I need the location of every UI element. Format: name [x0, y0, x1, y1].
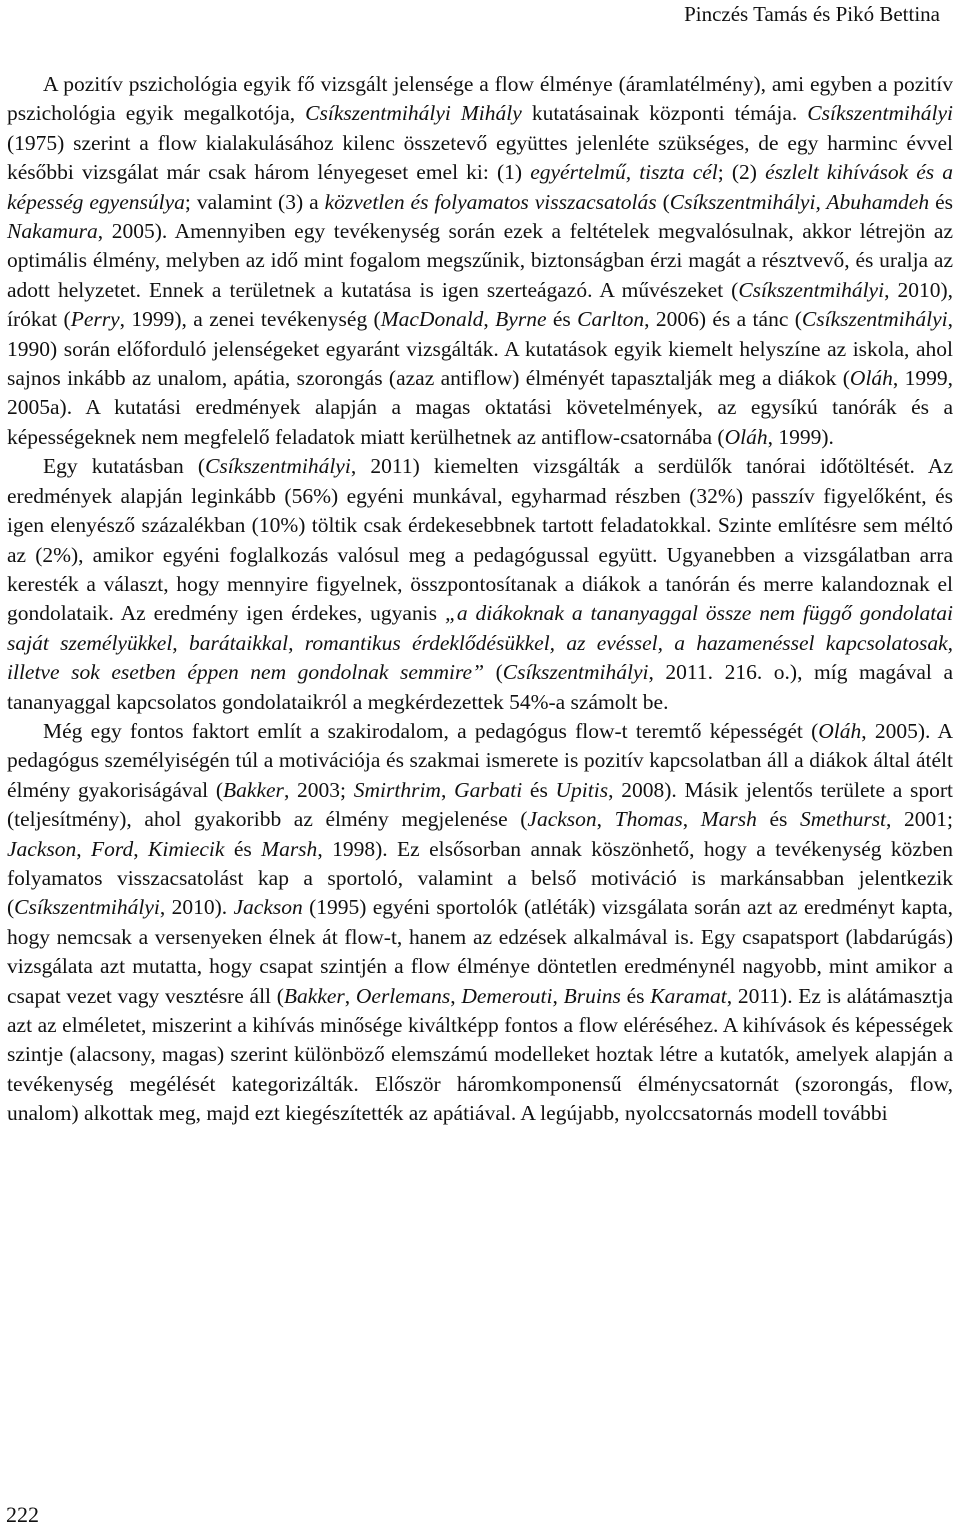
italic-text-run: Csíkszentmihályi: [738, 277, 885, 302]
italic-text-run: észlelt kihívások és a képesség egyensúlya: [7, 160, 954, 214]
text-run: és: [546, 307, 578, 332]
text-run: , 2006) és a tánc (: [644, 307, 802, 332]
italic-text-run: Carlton: [577, 307, 645, 332]
italic-text-run: Garbati: [454, 777, 523, 802]
text-run: , 2008). Másik jelentős területe a sport (teljesítmény), ahol gyakoribb az élmény megjelenése (: [7, 777, 953, 832]
italic-text-run: „a diákoknak a tananyaggal össze nem függő gondolatai saját személyükkel, barátaikkal, romantikus érdeklődésükkel, az evéssel, a hazamenéssel kapcsolatosak, illetve sok esetben éppen nem gondolnak semmire”: [7, 601, 953, 685]
text-run: , 2011). Ez is alátámasztja azt az elméletet, miszerint a kihívás minősége kiváltképp fontos a flow eléréséhez. A kihívások és képességek szintje (alacsony, magas) szerint különböző elemszámú modelleket hoztak létre a kutatók, amelyek alapján a tevékenység megélését kategorizálták. Először háromkomponensű élménycsatornát (szorongás, flow, unalom) alkottak meg, majd ezt kiegészítették az apátiával. A legújabb, nyolccsatornás modell további: [7, 983, 953, 1126]
italic-text-run: Byrne: [495, 307, 547, 332]
text-run: , 1990) során előforduló jelenségeket egyaránt vizsgálták. A kutatások egyik kiemelt helyszíne az iskola, ahol sajnos inkább az unalom, apátia, szorongás (azaz antiflow) élményét tapasztalják meg a diákok (: [7, 307, 953, 391]
italic-text-run: Marsh: [261, 836, 318, 861]
text-run: , 2011) kiemelten vizsgálták a serdülők tanórai időtöltését. Az eredmények alapján leginkább (56%) egyéni munkával, egyharmad részben (32%) passzív figyelőként, és igen elenyésző százalékban (10%) töltik csak érdekesebbnek tartott feladatokkal. Szinte említésre sem méltó az (2%), amikor egyéni foglalkozás valósul meg a pedagógussal együtt. Ugyanebben a vizsgálatban arra keresték a választ, hogy mennyire figyelnek, összpontosítanak a diákok a tanórán és merre kalandoznak el gondolataik. Az eredmény igen érdekes, ugyanis: [7, 454, 953, 626]
text-run: ,: [483, 307, 496, 332]
text-run: ; valamint (3) a: [184, 189, 325, 214]
italic-text-run: Marsh: [700, 807, 757, 832]
italic-text-run: Smethurst: [800, 807, 887, 832]
italic-text-run: Thomas: [614, 807, 683, 832]
italic-text-run: Demerouti: [461, 983, 553, 1008]
italic-text-run: Upitis: [555, 777, 609, 802]
text-run: , 1999).: [767, 424, 834, 449]
text-run: , 1999, 2005a). A kutatási eredmények alapján a magas oktatási követelmények, az egysíkú tanórák és a képességeknek nem megfelelő feladatok miatt kerülhetnek az antiflow-csatornába (: [7, 366, 954, 449]
paragraph: [7, 70, 953, 452]
text-run: és: [756, 807, 801, 832]
text-run: , 2010), írókat (: [7, 277, 953, 332]
text-run: és: [929, 189, 953, 214]
text-run: ,: [552, 983, 564, 1008]
italic-text-run: Jackson: [527, 807, 597, 832]
italic-text-run: Csíkszentmihályi: [205, 454, 351, 479]
italic-text-run: közvetlen és folyamatos visszacsatolás: [324, 189, 657, 214]
text-run: (: [484, 660, 503, 685]
italic-text-run: Jackson: [7, 836, 77, 861]
text-run: Egy kutatásban (: [43, 454, 206, 479]
italic-text-run: Jackson: [233, 895, 303, 920]
italic-text-run: Bakker: [223, 777, 284, 802]
italic-text-run: Ford: [91, 836, 134, 861]
text-run: , 2011. 216. o.), míg magával a tananyaggal kapcsolatos gondolataikról a megkérdezettek 54%-a számolt be.: [7, 660, 953, 714]
running-head: Pinczés Tamás és Pikó Bettina: [684, 2, 940, 26]
text-run: és: [224, 836, 262, 861]
italic-text-run: Smirthrim: [353, 777, 441, 802]
text-run: (1975) szerint a flow kialakulásához kilenc összetevő együttes jelenléte szükséges, de egy harminc évvel későbbi vizsgálat már csak három lényegeset emel ki: (1): [7, 130, 953, 185]
italic-text-run: Oláh: [849, 366, 893, 391]
text-run: és: [620, 983, 651, 1008]
text-run: ,: [440, 777, 455, 802]
italic-text-run: Bakker: [283, 983, 345, 1008]
italic-text-run: Csíkszentmihályi: [14, 895, 160, 920]
text-run: ; (2): [717, 160, 766, 185]
italic-text-run: Oláh: [818, 718, 862, 743]
italic-text-run: Oláh: [724, 424, 768, 449]
italic-text-run: Bruins: [563, 983, 621, 1008]
text-run: Még egy fontos faktort említ a szakirodalom, a pedagógus flow-t teremtő képességét (: [43, 718, 819, 743]
italic-text-run: Csíkszentmihályi: [807, 101, 953, 126]
italic-text-run: Csíkszentmihályi: [502, 660, 649, 685]
paragraph: [7, 452, 953, 717]
italic-text-run: egyértelmű, tiszta cél: [530, 160, 718, 185]
page-number: 222: [6, 1502, 39, 1527]
body-text: [7, 70, 953, 1129]
italic-text-run: Nakamura: [7, 219, 98, 244]
text-run: ,: [450, 983, 462, 1008]
text-run: , 2005). A pedagógus személyiségén túl a motivációja és szakmai ismerete is pozitív kapcsolatban áll a diákok által átélt élmény gyakoriságával (: [7, 718, 954, 802]
text-run: és: [522, 777, 556, 802]
italic-text-run: Kimiecik: [148, 836, 225, 861]
text-run: ,: [76, 836, 92, 861]
text-run: ,: [133, 836, 149, 861]
text-run: , 2005). Amennyiben egy tevékenység során ezek a feltételek megvalósulnak, akkor létrejön az optimális élmény, melyben az idő mint fogalom megszűnik, biztonságban érzi magát a résztvevő, és uralja az adott helyzetet. Ennek a területnek a kutatása is igen szerteágazó. A művészeket (: [7, 219, 953, 302]
text-run: , 1999), a zenei tevékenység (: [119, 307, 381, 332]
text-run: (: [656, 189, 670, 214]
italic-text-run: Karamat: [650, 983, 727, 1008]
italic-text-run: Perry: [70, 307, 120, 332]
text-run: , 2003;: [283, 777, 354, 802]
text-run: , 2010).: [159, 895, 234, 920]
text-run: ,: [596, 807, 615, 832]
text-run: , 1998). Ez elsősorban annak köszönhető, hogy a tevékenység közben folyamatos visszacsatolást kap a sportoló, valamint a belső motiváció is markánsabban jelentkezik (: [7, 836, 953, 920]
paragraph: [7, 717, 953, 1129]
text-run: ,: [344, 983, 356, 1008]
text-run: , 2001;: [886, 807, 953, 832]
italic-text-run: MacDonald: [380, 307, 484, 332]
italic-text-run: Csíkszentmihályi, Abuhamdeh: [669, 189, 930, 214]
text-run: (1995) egyéni sportolók (atléták) vizsgálata során azt az eredményt kapta, hogy nemcsak a versenyeken élnek át flow-t, hanem az edzések alkalmával is. Egy csapatsport (labdarúgás) vizsgálata azt mutatta, hogy csapat szintjén a flow élménye döntetlen eredménynél nagyobb, mint amikor a csapat vezet vagy vesztésre áll (: [7, 895, 953, 1008]
text-run: A pozitív pszichológia egyik fő vizsgált jelensége a flow élménye (áramlatélmény), ami egyben a pozitív pszichológia egyik megalkotója,: [7, 72, 953, 126]
italic-text-run: Csíkszentmihályi: [801, 307, 948, 332]
text-run: ,: [682, 807, 701, 832]
italic-text-run: Oerlemans: [355, 983, 451, 1008]
italic-text-run: Csíkszentmihályi Mihály: [305, 101, 522, 126]
text-run: kutatásainak központi témája.: [521, 101, 808, 126]
